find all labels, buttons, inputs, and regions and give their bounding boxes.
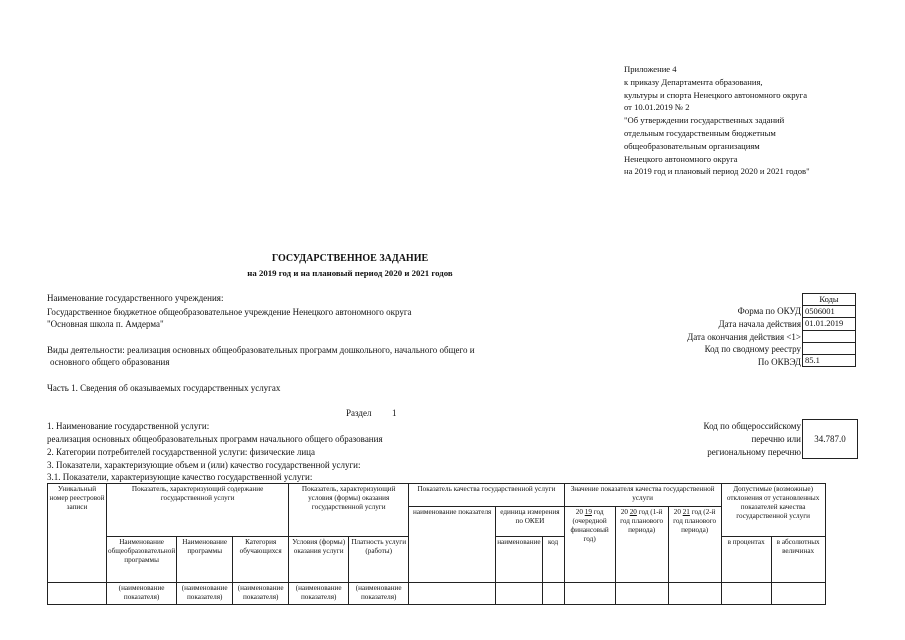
th-year-1 bbox=[564, 507, 615, 583]
th-payment: Платность услуги (работы) bbox=[349, 537, 409, 583]
codes-table bbox=[802, 293, 856, 367]
th-year-2 bbox=[615, 507, 668, 583]
td-empty bbox=[771, 583, 825, 605]
year-word: год bbox=[691, 508, 702, 516]
service-code-value: 34.787.0 bbox=[814, 434, 846, 444]
th-conditions: Показатель, характеризующий условия (формы) оказания государственной услуги bbox=[289, 484, 409, 537]
appendix-block bbox=[624, 63, 810, 178]
section-number: 1 bbox=[392, 408, 397, 418]
appendix-line: культуры и спорта Ненецкого автономного округа bbox=[624, 89, 808, 100]
td-empty bbox=[564, 583, 615, 605]
td-indicator-name: (наименование показателя) bbox=[289, 583, 349, 605]
year-suffix: 19 bbox=[584, 508, 592, 516]
td-indicator-name: (наименование показателя) bbox=[107, 583, 177, 605]
th-deviation-absolute: в абсолютных величинах bbox=[771, 537, 825, 583]
th-quality-name: наименование показателя bbox=[409, 507, 496, 583]
service-name-value: реализация основных общеобразовательных программ начального общего образования bbox=[47, 434, 383, 444]
service-indicators: 3. Показатели, характеризующие объем и (или) качество государственной услуги: bbox=[47, 460, 361, 470]
page-title: ГОСУДАРСТВЕННОЕ ЗАДАНИЕ bbox=[271, 253, 429, 264]
year-prefix: 20 bbox=[575, 508, 583, 516]
service-name-label: 1. Наименование государственной услуги: bbox=[47, 421, 210, 431]
activity-line2: основного общего образования bbox=[50, 357, 170, 367]
appendix-line: Приложение 4 bbox=[624, 64, 677, 74]
td-empty bbox=[721, 583, 771, 605]
start-date-value: 01.01.2019 bbox=[803, 318, 856, 330]
td-empty bbox=[615, 583, 668, 605]
td-empty bbox=[542, 583, 564, 605]
registry-value bbox=[803, 342, 856, 354]
codes-header: Коды bbox=[803, 294, 856, 306]
td-empty bbox=[668, 583, 721, 605]
th-service-form: Условия (формы) оказания услуги bbox=[289, 537, 349, 583]
appendix-line: общеобразовательным организациям bbox=[624, 140, 760, 151]
year-prefix: 20 bbox=[620, 508, 628, 516]
okved-label: По ОКВЭД bbox=[757, 357, 801, 367]
th-quality: Показатель качества государственной услуги bbox=[409, 484, 564, 507]
year-word: год bbox=[593, 508, 604, 516]
institution-name-line2: "Основная школа п. Амдерма" bbox=[47, 319, 164, 329]
appendix-line: "Об утверждении государственных заданий bbox=[624, 115, 785, 126]
appendix-line: Ненецкого автономного округа bbox=[624, 153, 738, 164]
th-unit-name: наименование bbox=[496, 537, 542, 583]
institution-name-line1: Государственное бюджетное общеобразовательное учреждение Ненецкого автономного округа bbox=[47, 307, 412, 317]
appendix-line: от 10.01.2019 № 2 bbox=[624, 102, 690, 113]
quality-table bbox=[47, 483, 826, 605]
th-values: Значение показателя качества государственной услуги bbox=[564, 484, 721, 507]
end-date-label: Дата окончания действия <1> bbox=[687, 332, 801, 342]
th-unit-code: код bbox=[542, 537, 564, 583]
service-code-box bbox=[802, 419, 858, 459]
code-label-line2: перечню или bbox=[751, 434, 801, 444]
okved-value: 85.1 bbox=[803, 354, 856, 366]
th-deviation: Допустимые (возможные) отклонения от установленных показателей качества государственной услуги bbox=[721, 484, 825, 537]
td-indicator-name: (наименование показателя) bbox=[349, 583, 409, 605]
year-word: год bbox=[638, 508, 649, 516]
year-suffix: 21 bbox=[682, 508, 690, 516]
institution-label: Наименование государственного учреждения: bbox=[47, 293, 224, 303]
registry-label: Код по сводному реестру bbox=[704, 344, 801, 354]
td-empty bbox=[496, 583, 542, 605]
td-indicator-name: (наименование показателя) bbox=[233, 583, 289, 605]
appendix-line: к приказу Департамента образования, bbox=[624, 76, 763, 87]
activity-line1: Виды деятельности: реализация основных общеобразовательных программ дошкольного, начального общего и bbox=[47, 345, 475, 355]
td-indicator-name: (наименование показателя) bbox=[177, 583, 233, 605]
year-note: (1-й год планового периода) bbox=[620, 508, 664, 534]
page-subtitle: на 2019 год и на плановый период 2020 и 2021 годов bbox=[247, 268, 453, 278]
part-heading: Часть 1. Сведения об оказываемых государственных услугах bbox=[47, 383, 281, 393]
code-label-line3: региональному перечню bbox=[707, 447, 801, 457]
service-category: 2. Категории потребителей государственной услуги: физические лица bbox=[47, 447, 315, 457]
end-date-value bbox=[803, 330, 856, 342]
year-prefix: 20 bbox=[673, 508, 681, 516]
service-quality: 3.1. Показатели, характеризующие качество государственной услуги: bbox=[47, 472, 313, 482]
th-year-3 bbox=[668, 507, 721, 583]
th-quality-unit: единица измерения по ОКЕИ bbox=[496, 507, 564, 537]
section-label: Раздел bbox=[346, 408, 372, 418]
th-content: Показатель, характеризующий содержание государственной услуги bbox=[107, 484, 289, 537]
th-program-name: Наименование общеобразовательной программы bbox=[107, 537, 177, 583]
okud-value: 0506001 bbox=[803, 306, 856, 318]
th-student-category: Категория обучающихся bbox=[233, 537, 289, 583]
td-empty bbox=[48, 583, 107, 605]
appendix-line: отдельным государственным бюджетным bbox=[624, 127, 776, 138]
appendix-line: на 2019 год и плановый период 2020 и 2021 годов" bbox=[624, 166, 810, 177]
code-label-line1: Код по общероссийскому bbox=[703, 421, 801, 431]
year-note: (очередной финансовый год) bbox=[570, 517, 609, 543]
start-date-label: Дата начала действия bbox=[718, 319, 801, 329]
td-empty bbox=[409, 583, 496, 605]
year-note: (2-й год планового периода) bbox=[673, 508, 717, 534]
th-program: Наименование программы bbox=[177, 537, 233, 583]
th-deviation-percent: в процентах bbox=[721, 537, 771, 583]
okud-label: Форма по ОКУД bbox=[737, 306, 801, 316]
th-unique-number: Уникальный номер реестровой записи bbox=[48, 484, 107, 583]
year-suffix: 20 bbox=[629, 508, 637, 516]
